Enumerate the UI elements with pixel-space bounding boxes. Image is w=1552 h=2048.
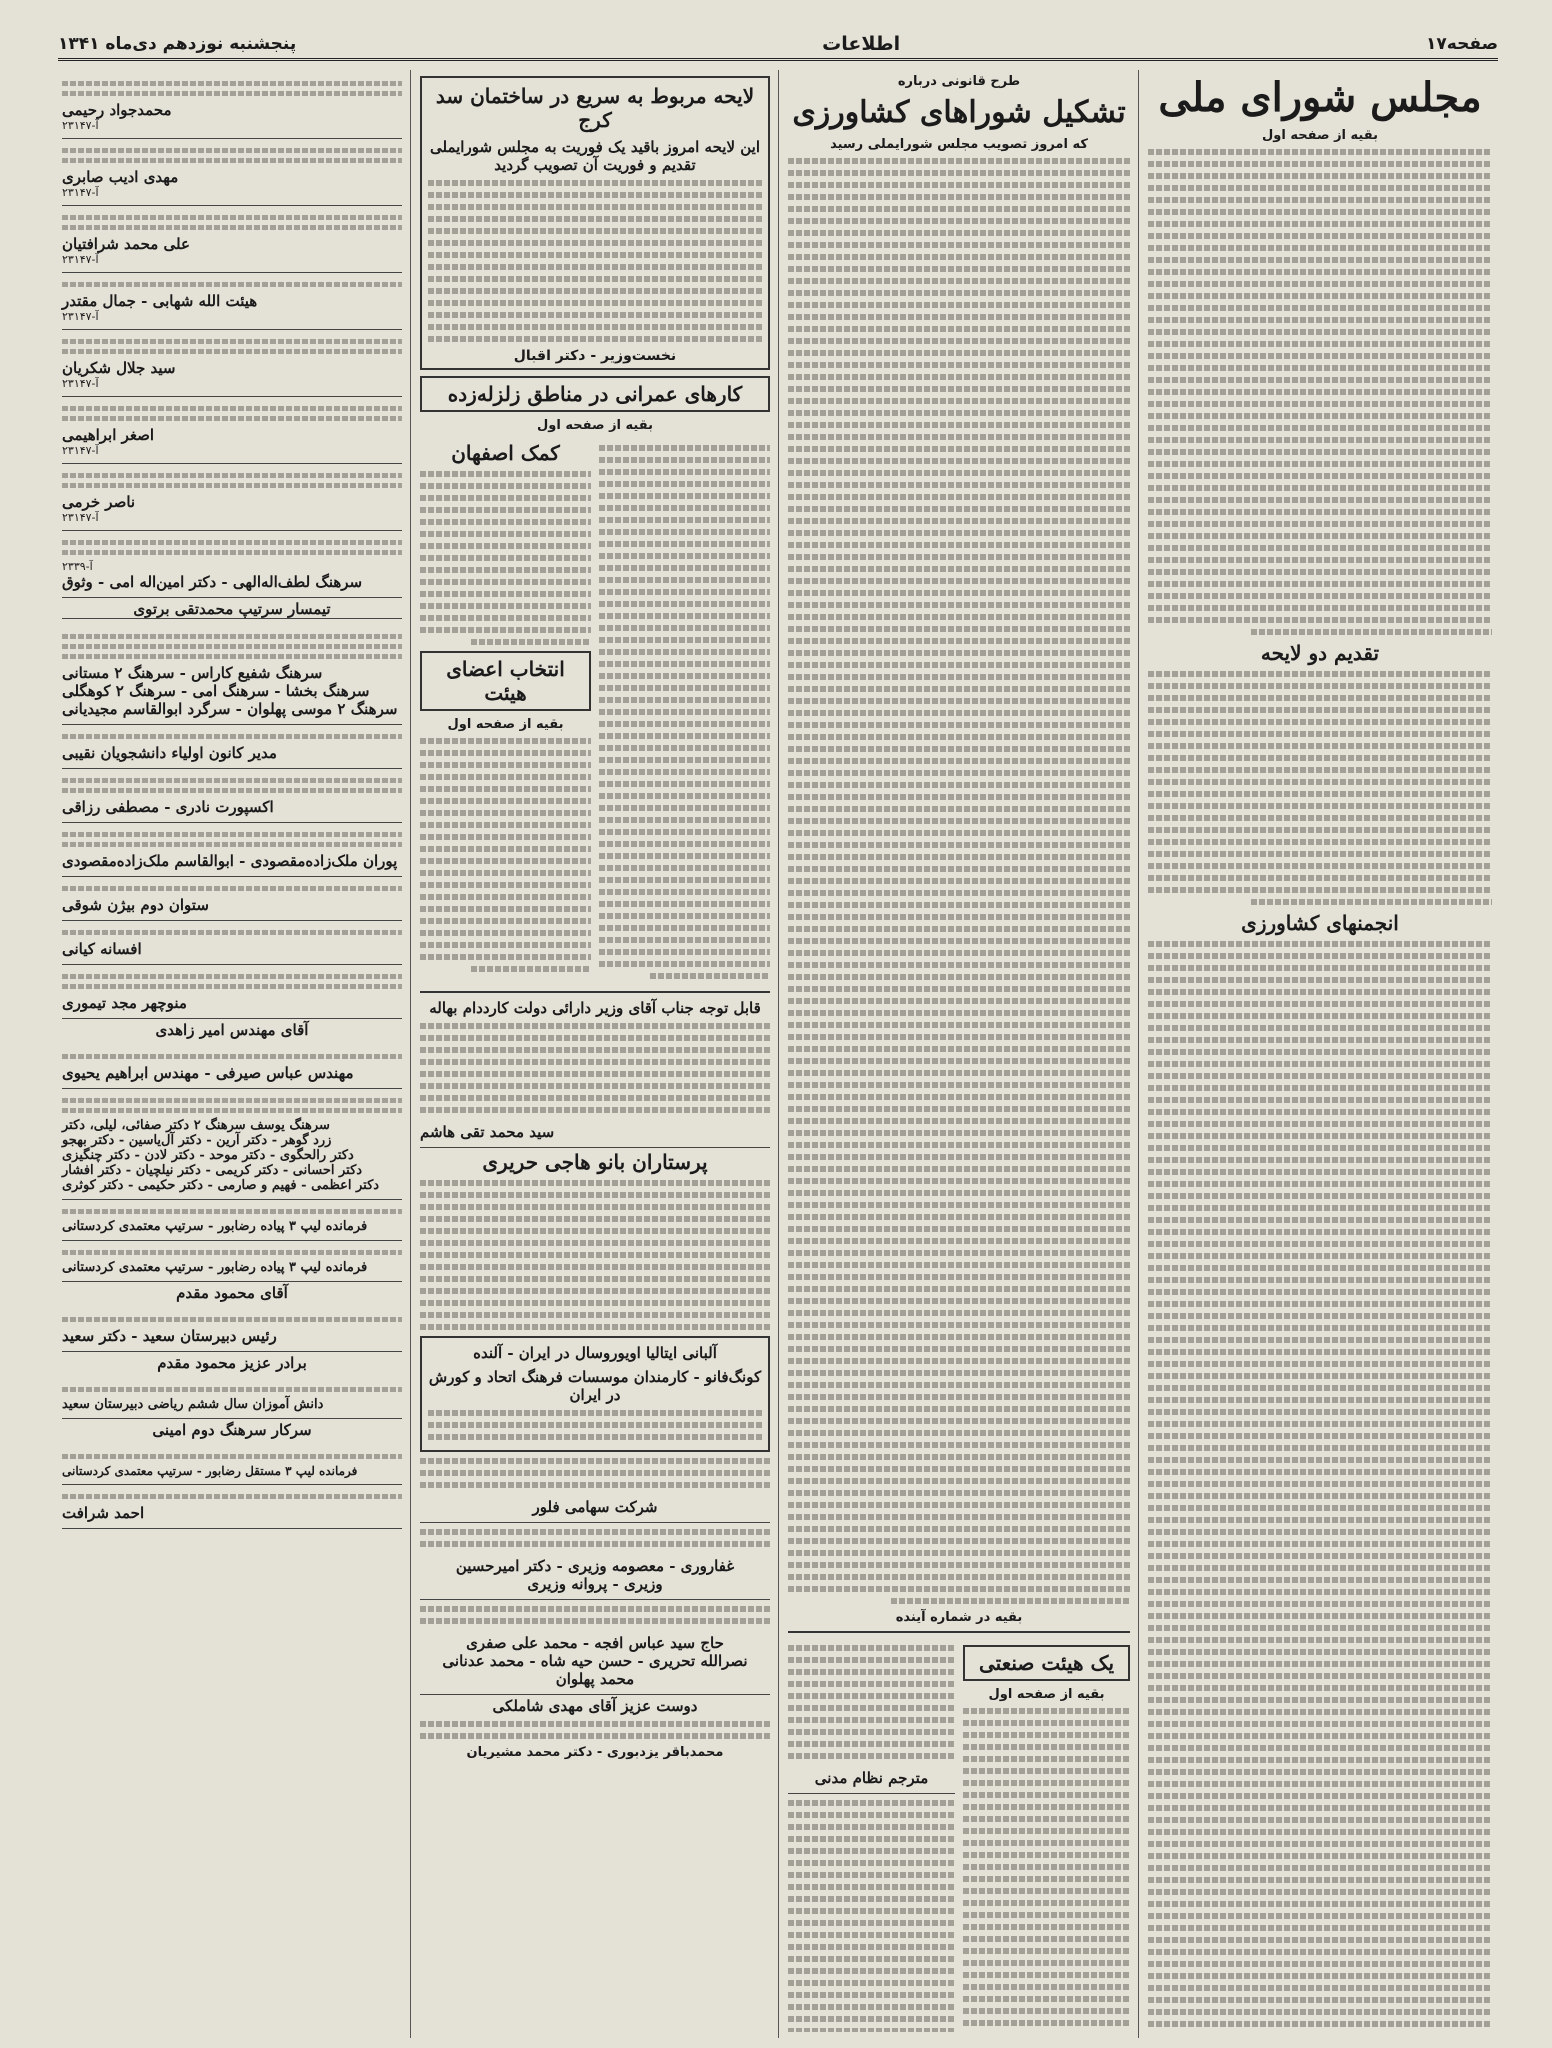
article-body xyxy=(1148,149,1492,635)
signature: پوران ملک‌زاده‌مقصودی - ابوالقاسم ملک‌زاده‌مقصودی xyxy=(62,852,398,870)
ad-code: آ-۲۳۱۴۷ xyxy=(62,377,99,390)
notice-title: آلبانی ایتالیا اویوروسال در ایران - آلنده xyxy=(473,1344,717,1362)
signature: مترجم نظام مدنی xyxy=(814,1769,929,1787)
signature: محمدجواد رحیمی xyxy=(62,101,172,119)
split-row xyxy=(420,439,770,985)
signature: فرمانده لیپ ۳ مستقل رضابور - سرتیپ معتمدی کردستانی xyxy=(62,1464,358,1478)
signature: محمد پهلوان xyxy=(555,1670,635,1688)
divider xyxy=(420,991,770,993)
column-rule xyxy=(778,70,779,2038)
article-title: تشکیل شوراهای کشاورزی xyxy=(792,95,1126,130)
signature: مهدی ادیب صابری xyxy=(62,168,179,186)
masthead xyxy=(58,30,1498,61)
section-heading: تقدیم دو لایحه xyxy=(1260,641,1380,665)
article-body xyxy=(963,1708,1130,2032)
notice-body xyxy=(420,1180,770,1330)
article-body xyxy=(788,158,1130,1604)
article-body xyxy=(1148,671,1492,905)
article-title: کارهای عمرانی در مناطق زلزله‌زده xyxy=(447,382,743,406)
ad-code: آ-۲۳۱۴۷ xyxy=(62,310,99,323)
notice-body xyxy=(420,1458,770,1488)
column-rule xyxy=(1138,70,1139,2038)
signature: سرهنگ بخشا - سرهنگ امی - سرهنگ ۲ کوهگلی xyxy=(62,682,370,700)
signature: غفاروری - معصومه وزیری - دکتر امیرحسین xyxy=(455,1557,735,1575)
signature: اکسپورت نادری - مصطفی رزاقی xyxy=(62,798,274,816)
signature: افسانه کیانی xyxy=(62,940,142,958)
heading-frame xyxy=(963,1645,1130,1681)
ad-code: آ-۲۳۱۴۷ xyxy=(62,186,99,199)
notice xyxy=(62,1308,402,1352)
article-title: یک هیئت صنعتی xyxy=(978,1651,1115,1675)
signature: مهندس عباس صیرفی - مهندس ابراهیم یحیوی xyxy=(62,1064,354,1082)
signature: ناصر خرمی xyxy=(62,493,136,511)
ad-code: آ-۲۳۱۴۷ xyxy=(62,511,99,524)
heading-frame xyxy=(420,376,770,412)
notice xyxy=(62,1445,402,1485)
signature: محمدباقر یزدبوری - دکتر محمد مشیریان xyxy=(466,1745,724,1760)
industrial-mission xyxy=(963,1639,1130,2032)
signature: سرهنگ لطف‌اله‌الهی - دکتر امین‌اله امی - وثوق xyxy=(62,573,363,591)
ad-code: آ-۲۳۱۴۷ xyxy=(62,444,99,457)
column-parliament xyxy=(1142,72,1498,2032)
article-subtitle: که امروز تصویب مجلس شورایملی رسید xyxy=(830,137,1088,152)
notice xyxy=(62,531,402,598)
divider xyxy=(788,1631,1130,1633)
article-title: مجلس شورای ملی xyxy=(1158,74,1482,121)
signature: نصرالله تحریری - حسن حیه شاه - محمد عدنانی xyxy=(442,1652,748,1670)
notice-body xyxy=(420,1529,770,1547)
notice xyxy=(62,206,402,273)
signature: فرمانده لیپ ۳ پیاده رضابور - سرتیپ معتمدی کردستانی xyxy=(62,1219,368,1234)
signature: وزیری - پروانه وزیری xyxy=(527,1575,663,1593)
notice-title: برادر عزیز محمود مقدم xyxy=(157,1354,307,1372)
signature: منوچهر مجد تیموری xyxy=(62,994,187,1012)
signature: شرکت سهامی فلور xyxy=(532,1498,658,1516)
notice-body xyxy=(788,1645,955,1759)
paper-name: اطلاعات xyxy=(822,33,901,55)
continued-note: بقیه از صفحه اول xyxy=(537,418,653,433)
signature: سرهنگ یوسف سرهنگ ۲ دکتر صفائی، لیلی، دکتر xyxy=(62,1118,330,1133)
notice xyxy=(62,139,402,206)
notice xyxy=(62,1200,402,1241)
continued-note: بقیه در شماره آینده xyxy=(895,1610,1023,1625)
signature: رئیس دبیرستان سعید - دکتر سعید xyxy=(62,1327,277,1345)
notice xyxy=(62,273,402,330)
notice-body xyxy=(428,1410,762,1440)
ad-code: آ-۲۳۳۹ xyxy=(62,560,93,573)
article-body xyxy=(788,1800,955,2032)
notice-title: آقای محمود مقدم xyxy=(176,1284,288,1302)
ad-code: آ-۲۳۱۴۷ xyxy=(62,253,99,266)
article-body xyxy=(1148,941,1492,2032)
bottom-row xyxy=(788,1639,1130,2032)
notice-title: پرستاران بانو هاجی حریری xyxy=(482,1150,708,1174)
notice xyxy=(62,965,402,1019)
section-heading: انجمنهای کشاورزی xyxy=(1241,911,1399,935)
signature: حاج سید عباس افجه - محمد علی صفری xyxy=(466,1634,724,1652)
notice xyxy=(62,877,402,921)
column-dam-and-quake xyxy=(414,72,776,2032)
article-body xyxy=(599,445,770,979)
signature: زرد گوهر - دکتر آرین - دکتر آل‌یاسین - دکتر بهجو xyxy=(62,1133,332,1148)
signature: فرمانده لیپ ۳ پیاده رضابور - سرتیپ معتمدی کردستانی xyxy=(62,1260,368,1275)
notice xyxy=(62,921,402,965)
condolence-notice xyxy=(788,1639,955,2032)
section-heading: کمک اصفهان xyxy=(451,441,560,465)
notice xyxy=(62,72,402,139)
notice xyxy=(62,823,402,877)
notice xyxy=(62,625,402,725)
notice xyxy=(420,1553,770,1600)
notice xyxy=(420,1630,770,1695)
signature: سرهنگ شفیع کاراس - سرهنگ ۲ مستانی xyxy=(62,664,323,682)
column-notices xyxy=(56,72,408,2032)
signature: مدیر کانون اولیاء دانشجویان نقیبی xyxy=(62,744,277,762)
bill-body xyxy=(428,180,762,342)
notice xyxy=(420,1119,770,1148)
continued-note: بقیه از صفحه اول xyxy=(447,717,564,732)
notice-title: قابل توجه جناب آقای وزیر دارائی دولت کارد‌دام بهاله xyxy=(429,999,761,1017)
notice xyxy=(420,1494,770,1523)
notice-body xyxy=(420,1721,770,1739)
article-body xyxy=(420,738,591,972)
article-body xyxy=(420,471,591,645)
heading-frame xyxy=(420,651,591,711)
notice xyxy=(62,464,402,531)
continued-note: بقیه از صفحه اول xyxy=(988,1687,1105,1702)
notice-title: تیمسار سرتیپ محمدتقی برتوی xyxy=(62,600,402,619)
notice xyxy=(62,1045,402,1089)
signature: سید جلال شکریان xyxy=(62,359,176,377)
signature: نخست‌وزیر - دکتر اقبال xyxy=(513,348,677,364)
ad-code: آ-۲۳۱۴۷ xyxy=(62,119,99,132)
signature: سرهنگ ۲ موسی پهلوان - سرگرد ابوالقاسم مجیدیانی xyxy=(62,700,398,718)
notice xyxy=(62,1089,402,1200)
bill-box xyxy=(420,76,770,370)
signature: دکتر اعظمی - فهیم و صارمی - دکتر حکیمی - دکتر کوثری xyxy=(62,1178,380,1193)
signature: ستوان دوم بیژن شوقی xyxy=(62,896,209,914)
notice-title: دوست عزیز آقای مهدی شاملکی xyxy=(492,1697,698,1715)
column-rule xyxy=(410,70,411,2038)
notice xyxy=(62,1378,402,1419)
signature: دانش آموزان سال ششم ریاضی دبیرستان سعید xyxy=(62,1397,324,1412)
issue-date: پنجشنبه نوزدهم دی‌ماه ۱۳۴۱ xyxy=(58,34,297,54)
notice xyxy=(788,1765,955,1794)
quake-body xyxy=(599,439,770,985)
signature: علی محمد شرافتیان xyxy=(62,235,190,253)
kicker: طرح قانونی درباره xyxy=(897,74,1021,89)
bill-subtitle: این لایحه امروز باقید یک فوریت به مجلس شورایملی تقدیم و فوریت آن تصویب گردید xyxy=(429,138,760,174)
tour-box xyxy=(420,1336,770,1452)
article-title: انتخاب اعضای هیئت xyxy=(446,657,565,705)
signature: هیئت الله شهابی - جمال مقتدر xyxy=(62,292,258,310)
notice xyxy=(62,725,402,769)
signature: احمد شرافت xyxy=(62,1504,145,1522)
signature: اصغر ابراهیمی xyxy=(62,426,155,444)
notice xyxy=(62,769,402,823)
page-number: صفحه۱۷ xyxy=(1426,34,1498,54)
signature: سید محمد تقی هاشم xyxy=(420,1123,555,1141)
notice-title: سرکار سرهنگ دوم امینی xyxy=(152,1421,312,1439)
notice xyxy=(62,330,402,397)
notice xyxy=(62,397,402,464)
notice-body xyxy=(420,1606,770,1624)
bill-title: لایحه مربوط به سریع در ساختمان سد کرج xyxy=(435,84,755,132)
isfahan-and-election xyxy=(420,439,591,985)
notice-body xyxy=(420,1023,770,1113)
continued-note: بقیه از صفحه اول xyxy=(1262,128,1378,143)
notice xyxy=(62,1241,402,1282)
column-farmers-councils xyxy=(782,72,1136,2032)
signature: دکتر احسانی - دکتر کریمی - دکتر نیلچیان - دکتر افشار xyxy=(62,1163,363,1178)
signature: دکتر رالحگوی - دکتر موحد - دکتر لادن - دکتر چنگیزی xyxy=(62,1148,354,1163)
notice xyxy=(62,1485,402,1529)
notice-title: آقای مهندس امیر زاهدی xyxy=(155,1021,309,1039)
notice-subtitle: کونگ‌فانو - کارمندان موسسات فرهنگ اتحاد و کورش در ایران xyxy=(428,1368,762,1404)
